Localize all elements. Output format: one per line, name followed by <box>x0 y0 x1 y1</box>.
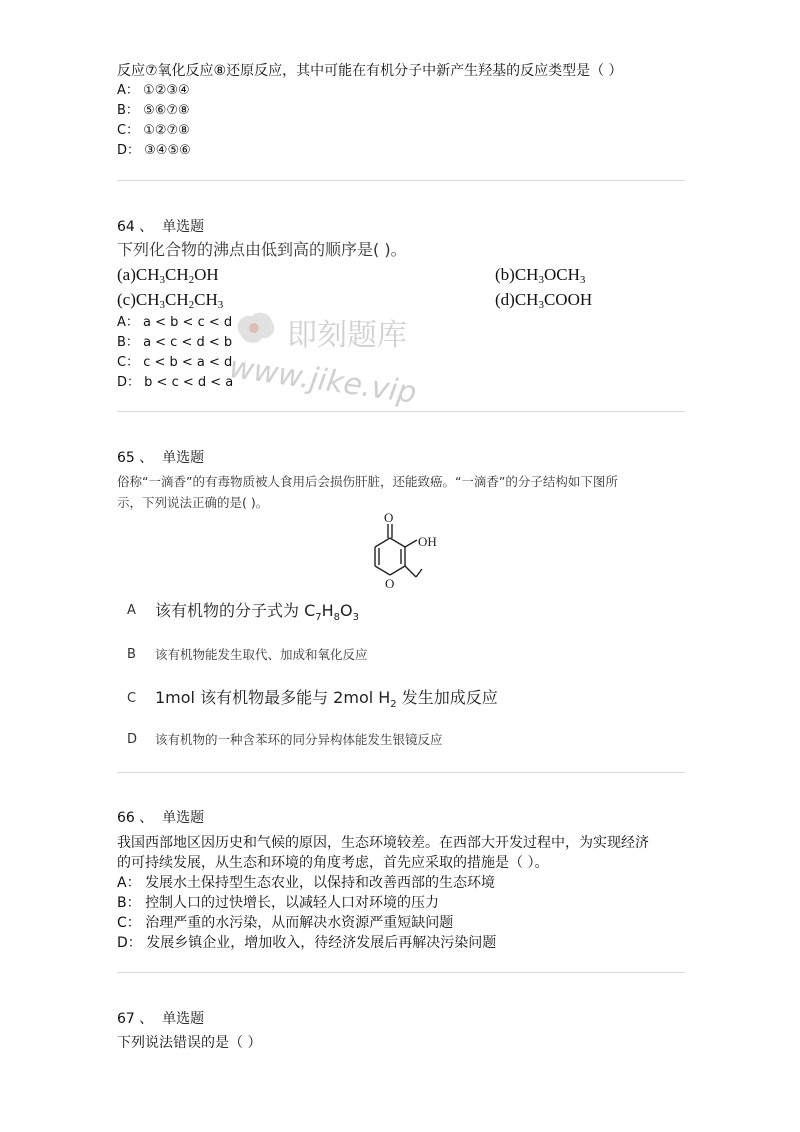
option-label: C： <box>117 915 141 931</box>
q66-option-c[interactable] <box>117 913 453 933</box>
option-text: c < b < a < d <box>143 355 233 370</box>
q63-option-d[interactable] <box>117 141 191 161</box>
choice-text: 1mol 该有机物最多能与 2mol $H_2$ 发生加成反应 <box>155 688 498 711</box>
compound-a: $(a)CH_3CH_2OH$ <box>117 265 219 286</box>
choice-text: 该有机物的一种含苯环的同分异构体能发生银镜反应 <box>155 732 443 747</box>
q64-option-c[interactable] <box>117 353 232 373</box>
q63-option-b[interactable] <box>117 101 190 121</box>
option-text: 治理严重的水污染，从而解决水资源严重短缺问题 <box>145 915 454 931</box>
option-text: a < b < c < d <box>143 315 233 330</box>
compound-c: $(c)CH_3CH_2CH_3$ <box>117 290 224 311</box>
choice-letter: D <box>127 732 138 747</box>
option-text: a < c < d < b <box>143 335 233 350</box>
q66-header <box>117 808 204 828</box>
q64-option-d[interactable] <box>117 373 233 393</box>
choice-letter: C <box>127 691 137 706</box>
q64-header <box>117 217 204 237</box>
q66-stem-line1: 我国西部地区因历史和气候的原因，生态环境较差。在西部大开发过程中，为实现经济 <box>117 835 649 851</box>
choice-letter: A <box>127 603 136 618</box>
q67-header <box>117 1009 204 1029</box>
molecule-diagram <box>350 510 490 590</box>
q66-stem-line2: 的可持续发展，从生态和环境的角度考虑，首先应采取的措施是（ ）。 <box>117 855 549 871</box>
q65-stem-line2: 示，下列说法正确的是( )。 <box>117 495 269 510</box>
question-type: 单选题 <box>162 1011 205 1027</box>
option-label: B： <box>117 335 139 350</box>
q63-option-a[interactable] <box>117 81 190 101</box>
q64-stem: 下列化合物的沸点由低到高的顺序是( )。 <box>117 240 407 259</box>
hydroxyl-label: OH <box>418 534 437 549</box>
q66-option-b[interactable] <box>117 893 439 913</box>
option-label: B： <box>117 895 141 911</box>
option-text: ⑤⑥⑦⑧ <box>143 103 190 118</box>
option-label: A： <box>117 315 139 330</box>
choice-letter: B <box>127 647 136 662</box>
q65-stem-line1: 俗称“一滴香”的有毒物质被人食用后会损伤肝脏，还能致癌。“一滴香”的分子结构如下图所 <box>117 474 618 489</box>
divider <box>117 972 685 973</box>
option-label: B： <box>117 103 139 118</box>
option-text: 发展乡镇企业，增加收入，待经济发展后再解决污染问题 <box>146 935 497 951</box>
q64-option-b[interactable] <box>117 333 232 353</box>
option-label: A： <box>117 875 141 891</box>
q65-header <box>117 448 204 468</box>
q63-stem: 反应⑦氧化反应⑧还原反应，其中可能在有机分子中新产生羟基的反应类型是（ ） <box>117 63 623 79</box>
option-label: D： <box>117 935 142 951</box>
watermark-logo-icon <box>232 304 280 352</box>
q67-stem: 下列说法错误的是（ ） <box>117 1035 262 1051</box>
question-number: 64 、 <box>117 219 154 235</box>
q66-option-a[interactable] <box>117 873 495 893</box>
option-text: 控制人口的过快增长，以减轻人口对环境的压力 <box>145 895 440 911</box>
divider <box>117 180 685 181</box>
watermark-text: 即刻题库 <box>287 318 407 353</box>
watermark-url: www.jike.vip <box>227 350 419 411</box>
option-text: ③④⑤⑥ <box>144 143 191 158</box>
option-text: ①②③④ <box>143 83 190 98</box>
question-number: 65 、 <box>117 450 154 466</box>
ring-o-label: O <box>385 576 395 590</box>
question-type: 单选题 <box>162 450 205 466</box>
q63-option-c[interactable] <box>117 121 190 141</box>
option-label: D： <box>117 375 141 390</box>
maltol-structure <box>350 510 490 590</box>
carbonyl-o-label: O <box>384 510 394 525</box>
option-label: C： <box>117 123 140 138</box>
option-label: C： <box>117 355 140 370</box>
q66-option-d[interactable] <box>117 933 496 953</box>
divider <box>117 411 685 412</box>
question-number: 67 、 <box>117 1011 154 1027</box>
divider <box>117 772 685 773</box>
question-type: 单选题 <box>162 219 205 235</box>
option-label: A： <box>117 83 139 98</box>
question-type: 单选题 <box>162 810 205 826</box>
option-text: ①②⑦⑧ <box>143 123 190 138</box>
q64-option-a[interactable] <box>117 313 232 333</box>
option-text: b < c < d < a <box>144 375 234 390</box>
option-label: D： <box>117 143 141 158</box>
option-text: 发展水土保持型生态农业，以保持和改善西部的生态环境 <box>145 875 496 891</box>
compound-d: $(d)CH_3COOH$ <box>495 290 593 311</box>
question-number: 66 、 <box>117 810 154 826</box>
choice-text: 该有机物的分子式为 $C_7H_8O_3$ <box>155 601 360 624</box>
compound-b: $(b)CH_3OCH_3$ <box>495 265 586 286</box>
choice-text: 该有机物能发生取代、加成和氧化反应 <box>155 647 368 662</box>
